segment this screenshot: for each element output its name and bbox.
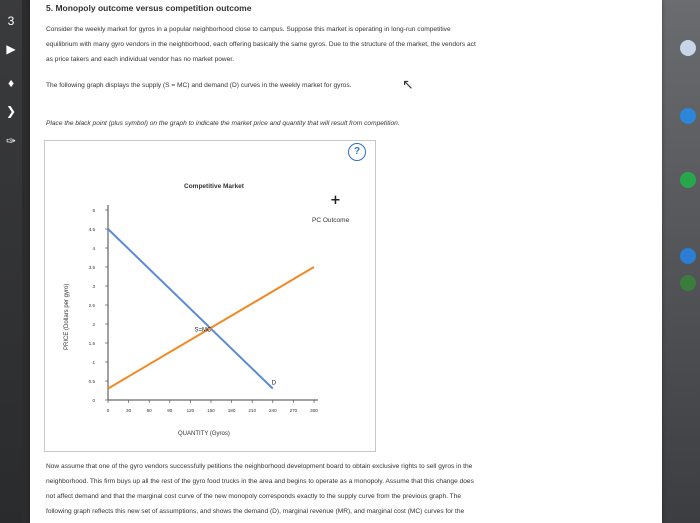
chart-title: Competitive Market — [184, 183, 244, 190]
mono-line-2: neighborhood. This firm buys up all the rest of the gyro food trucks in the area and begins to operate as a monopoly. Assume that this change does — [46, 478, 474, 485]
mouse-cursor-icon: ↖ — [402, 76, 414, 92]
x-tick-label: 60 — [146, 408, 152, 413]
question-title: 5. Monopoly outcome versus competition outcome — [46, 3, 252, 13]
y-tick-label: 4.5 — [88, 227, 95, 232]
right-sidebar — [662, 0, 700, 523]
y-tick-label: 2.5 — [88, 303, 95, 308]
x-tick-label: 30 — [126, 408, 132, 413]
help-button[interactable]: ? — [348, 143, 366, 161]
y-tick-label: 3 — [92, 284, 95, 289]
right-tab-1[interactable] — [680, 40, 696, 56]
pc-outcome-tool[interactable] — [312, 193, 350, 224]
sidebar-icon-1[interactable]: 3 — [7, 14, 15, 28]
x-tick-label: 240 — [268, 408, 277, 413]
x-tick-label: 180 — [227, 408, 236, 413]
right-tab-3[interactable] — [680, 172, 696, 188]
supply-curve-label: S=MC — [194, 327, 212, 334]
x-tick-label: 300 — [310, 408, 318, 413]
intro-line-3: as price takers and each individual vendor has no market power. — [46, 56, 235, 63]
sidebar-icon-3[interactable]: ♦ — [7, 76, 15, 90]
instruction-text: Place the black point (plus symbol) on the graph to indicate the market price and quantity that will result from competition. — [46, 120, 400, 127]
chart-ticks — [89, 208, 319, 413]
question-page — [30, 0, 662, 523]
chart-series — [108, 229, 314, 389]
intro-line-2: equilibrium with many gyro vendors in the neighborhood, each offering basically the same gyros. Due to the structure of the market, the vendors act — [46, 41, 476, 48]
graph-description: The following graph displays the supply (S = MC) and demand (D) curves in the weekly market for gyros. — [46, 82, 352, 89]
sidebar-icon-2[interactable]: ▶ — [6, 42, 16, 56]
y-tick-label: 5 — [92, 208, 95, 213]
y-tick-label: 3.5 — [88, 265, 95, 270]
left-sidebar — [0, 0, 22, 523]
mono-line-4: following graph reflects this new set of assumptions, and shows the demand (D), marginal revenue (MR), and marginal cost (MC) curves for the — [46, 508, 465, 515]
x-tick-label: 150 — [207, 408, 215, 413]
sidebar-icon-5[interactable]: ✑ — [5, 134, 17, 148]
sidebar-icon-4[interactable]: ❯ — [5, 104, 17, 118]
right-tab-4[interactable] — [680, 248, 696, 264]
x-tick-label: 0 — [106, 408, 110, 413]
intro-line-1: Consider the weekly market for gyros in a popular neighborhood close to campus. Suppose this market is operating in long-run competitive — [46, 26, 451, 33]
series-d-line — [108, 229, 273, 389]
x-axis-label: QUANTITY (Gyros) — [178, 431, 230, 437]
intro-paragraph — [46, 22, 476, 67]
right-tab-2[interactable] — [680, 108, 696, 124]
y-axis-label: PRICE (Dollars per gyro) — [64, 283, 70, 350]
y-tick-label: 1 — [92, 360, 95, 365]
y-tick-label: 0 — [92, 398, 95, 403]
y-tick-label: 2 — [92, 322, 95, 327]
pc-outcome-label: PC Outcome — [312, 217, 350, 224]
mono-line-1: Now assume that one of the gyro vendors successfully petitions the neighborhood development board to obtain exclusive rights to sell gyros in the — [46, 463, 473, 470]
x-tick-label: 270 — [289, 408, 298, 413]
y-tick-label: 1.5 — [88, 341, 95, 346]
x-tick-label: 90 — [167, 408, 173, 413]
x-tick-label: 210 — [248, 408, 257, 413]
monopoly-paragraph — [46, 459, 626, 519]
right-tab-5[interactable] — [680, 275, 696, 291]
x-tick-label: 120 — [186, 408, 195, 413]
demand-curve-label: D — [271, 380, 277, 387]
plus-point-icon[interactable]: + — [330, 193, 341, 208]
y-tick-label: 4 — [92, 246, 95, 251]
y-tick-label: 0.5 — [88, 379, 95, 384]
competitive-market-chart[interactable] — [44, 140, 374, 450]
mono-line-3: not affect demand and that the marginal cost curve of the new monopoly corresponds exactly to the supply curve from the previous graph. The — [46, 493, 462, 500]
